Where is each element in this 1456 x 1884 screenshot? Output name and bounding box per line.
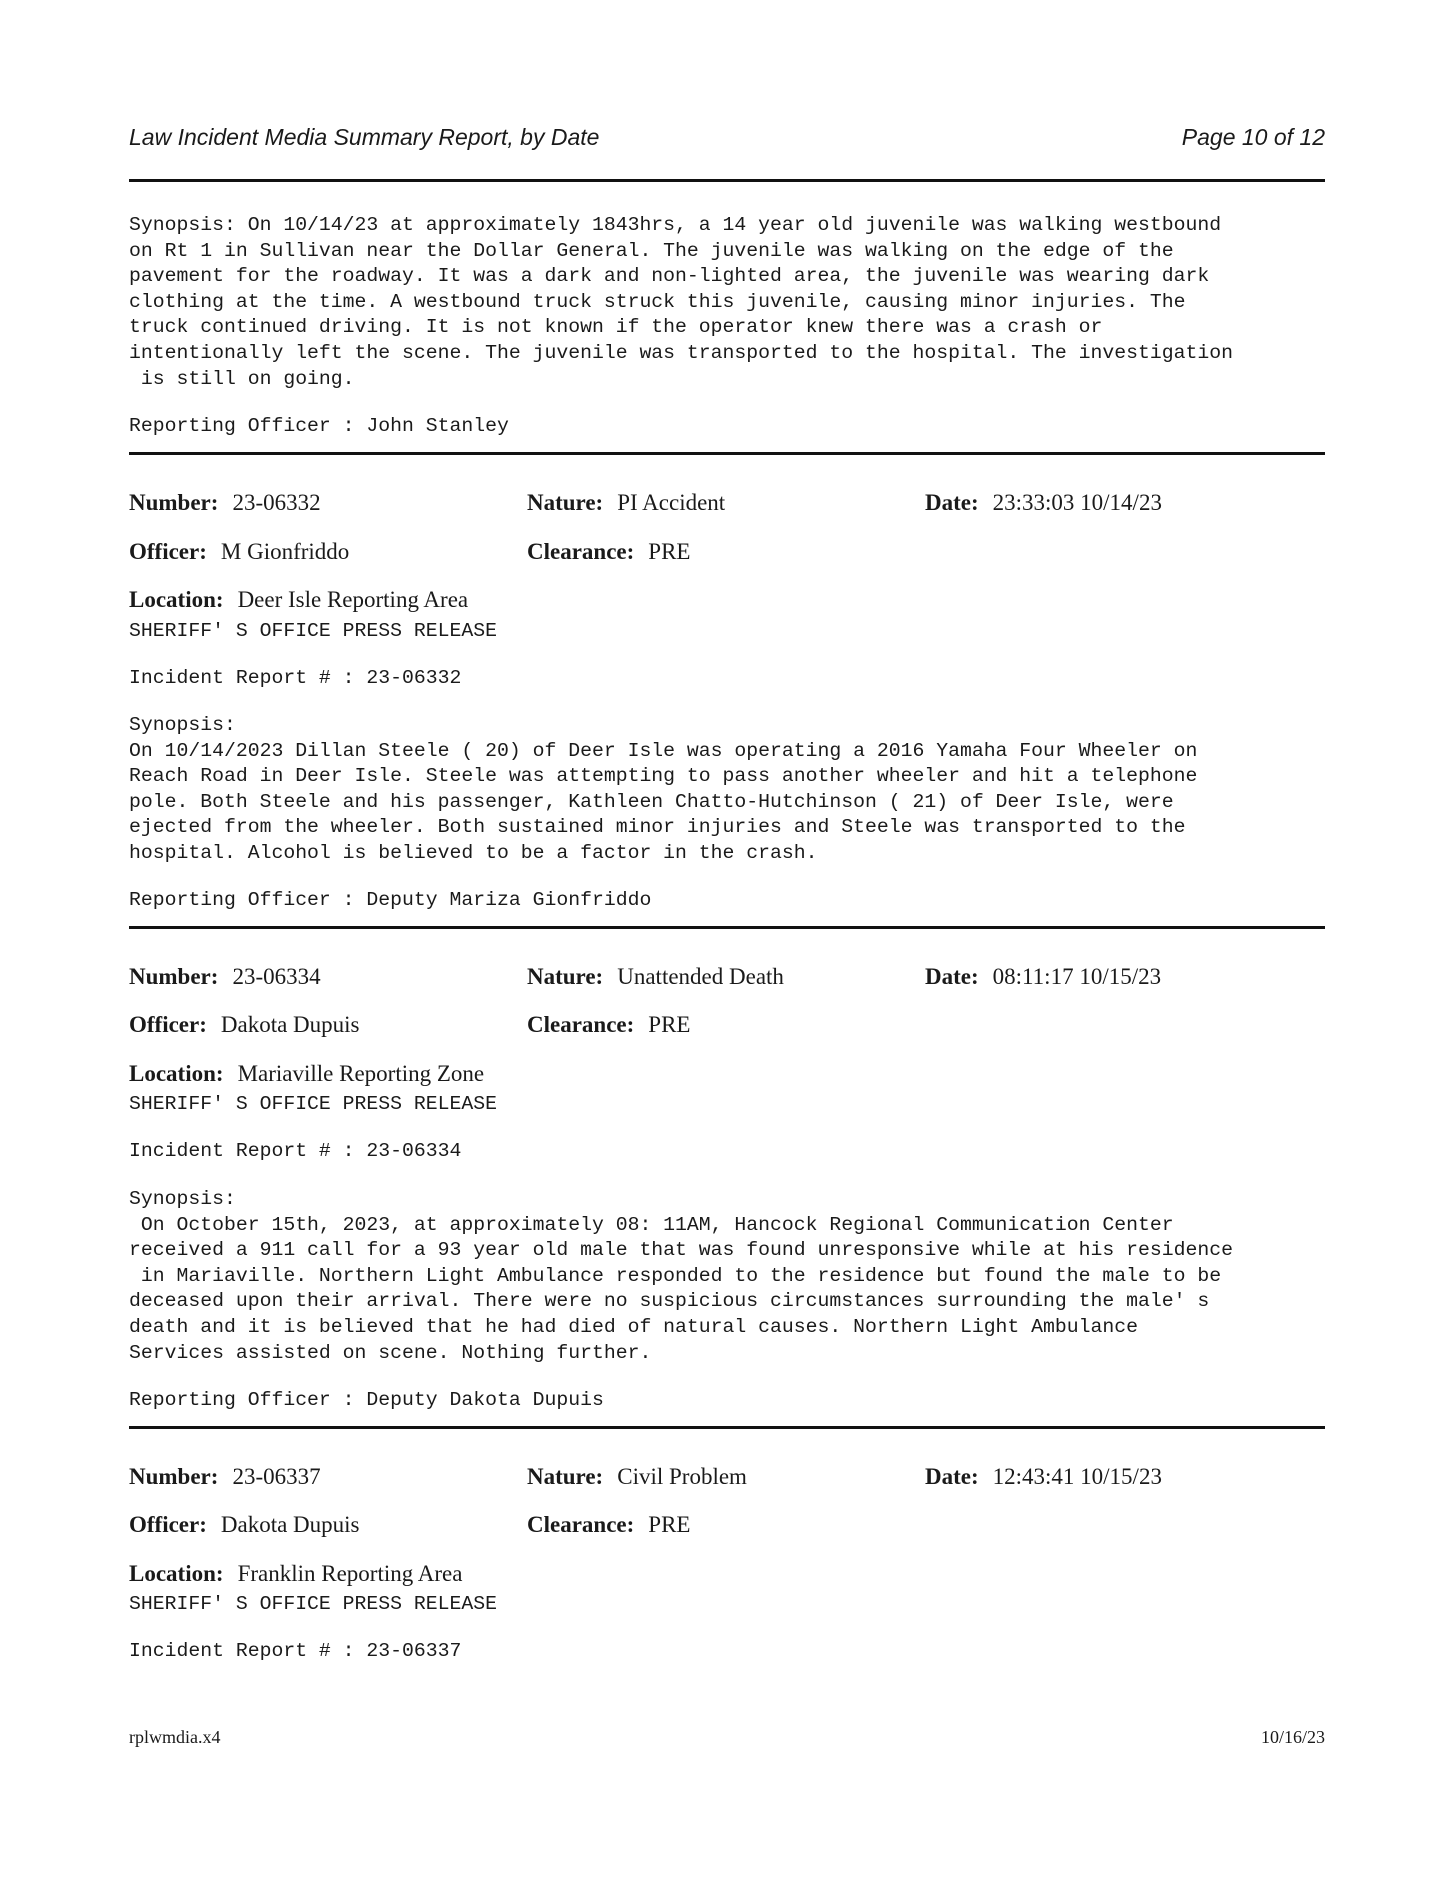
incident-location: Location: Deer Isle Reporting Area [129, 587, 469, 612]
reporting-officer: Reporting Officer : Deputy Dakota Dupuis [129, 1389, 604, 1411]
incident-number: Number: 23-06337 [129, 1464, 321, 1489]
section-rule [129, 926, 1325, 929]
incident-officer: Officer: Dakota Dupuis [129, 1012, 360, 1037]
incident-date: Date: 23:33:03 10/14/23 [925, 490, 1162, 515]
incident-location: Location: Mariaville Reporting Zone [129, 1061, 485, 1086]
incident-number: Number: 23-06332 [129, 490, 321, 515]
footer-date: 10/16/23 [1260, 1727, 1325, 1747]
incident-nature: Nature: Unattended Death [527, 964, 784, 989]
incident-clearance: Clearance: PRE [527, 539, 691, 564]
incident-synopsis: Synopsis: On October 15th, 2023, at approximately 08: 11AM, Hancock Regional Communication Center received a 911 call for a 93 year old male that was found unresponsive while at his residence in Mariaville. Northern Light Ambulance responded to the residence but found the male to be deceased upon their arrival. There were no suspicious circumstances surrounding the male' s death and it is believed that he had died of natural causes. Northern Light Ambulance Services assisted on scene. Nothing further. [129, 1188, 1233, 1364]
section-rule [129, 1426, 1325, 1429]
incident-number: Number: 23-06334 [129, 964, 321, 989]
press-release-label: SHERIFF' S OFFICE PRESS RELEASE [129, 1593, 497, 1615]
incident-nature: Nature: Civil Problem [527, 1464, 747, 1489]
incident-location: Location: Franklin Reporting Area [129, 1561, 463, 1586]
incident-report-number: Incident Report # : 23-06337 [129, 1640, 462, 1662]
header-rule [129, 179, 1325, 182]
incident-officer: Officer: Dakota Dupuis [129, 1512, 360, 1537]
page-header [129, 124, 1325, 160]
continued-synopsis: Synopsis: On 10/14/23 at approximately 1843hrs, a 14 year old juvenile was walking westbound on Rt 1 in Sullivan near the Dollar General. The juvenile was walking on the edge of the pavement for the roadway. It was a dark and non-lighted area, the juvenile was wearing dark clothing at the time. A westbound truck struck this juvenile, causing minor injuries. The truck continued driving. It is not known if the operator knew there was a crash or intentionally left the scene. The juvenile was transported to the hospital. The investigation is still on going. [129, 214, 1233, 390]
incident-report-number: Incident Report # : 23-06332 [129, 667, 462, 689]
incident-officer: Officer: M Gionfriddo [129, 539, 350, 564]
incident-report-number: Incident Report # : 23-06334 [129, 1140, 462, 1162]
incident-synopsis: Synopsis: On 10/14/2023 Dillan Steele ( 20) of Deer Isle was operating a 2016 Yamaha Four Wheeler on Reach Road in Deer Isle. Steele was attempting to pass another wheeler and hit a telephone pole. Both Steele and his passenger, Kathleen Chatto-Hutchinson ( 21) of Deer Isle, were ejected from the wheeler. Both sustained minor injuries and Steele was transported to the hospital. Alcohol is believed to be a factor in the crash. [129, 714, 1198, 864]
incident-date: Date: 12:43:41 10/15/23 [925, 1464, 1162, 1489]
incident-clearance: Clearance: PRE [527, 1512, 691, 1537]
page-number: Page 10 of 12 [1181, 124, 1325, 150]
press-release-label: SHERIFF' S OFFICE PRESS RELEASE [129, 1093, 497, 1115]
footer-file-id: rplwmdia.x4 [129, 1727, 221, 1747]
incident-nature: Nature: PI Accident [527, 490, 726, 515]
incident-date: Date: 08:11:17 10/15/23 [925, 964, 1162, 989]
incident-clearance: Clearance: PRE [527, 1012, 691, 1037]
press-release-label: SHERIFF' S OFFICE PRESS RELEASE [129, 620, 497, 642]
reporting-officer: Reporting Officer : John Stanley [129, 415, 509, 437]
report-title: Law Incident Media Summary Report, by Date [129, 124, 600, 150]
reporting-officer: Reporting Officer : Deputy Mariza Gionfriddo [129, 889, 652, 911]
section-rule [129, 452, 1325, 455]
